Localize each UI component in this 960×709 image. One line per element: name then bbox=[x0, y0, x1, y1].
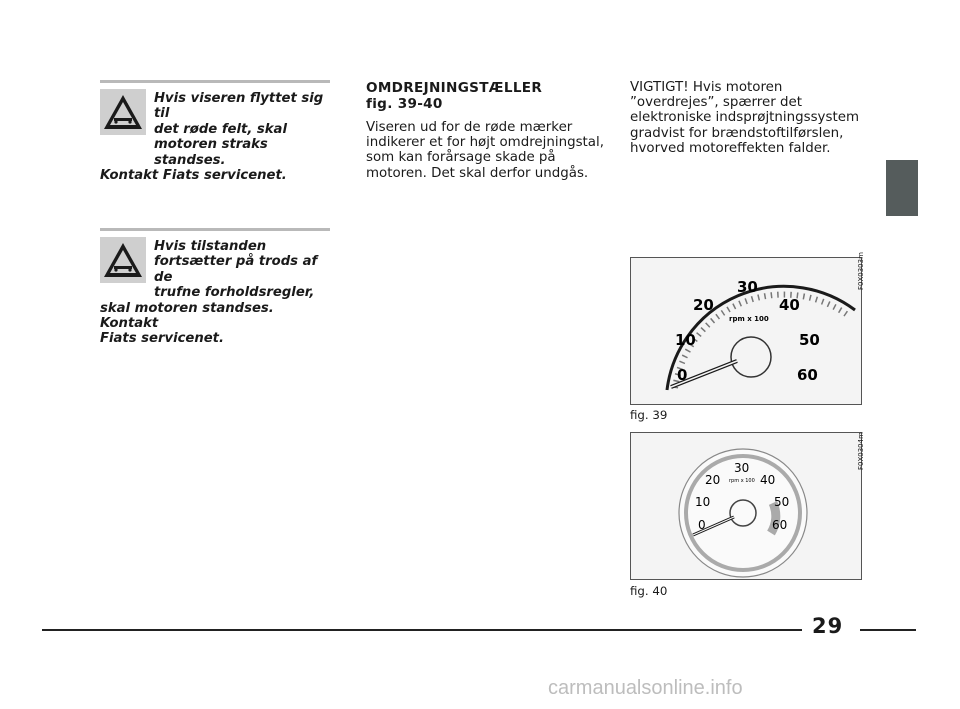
tick-label: 10 bbox=[675, 331, 696, 349]
warning-line: trufne forholdsregler, bbox=[154, 285, 315, 301]
warning-line: det røde felt, skal bbox=[154, 121, 287, 137]
body-line: Viseren ud for de røde mærker bbox=[366, 120, 573, 135]
warning-line: skal motoren standses. Kontakt bbox=[100, 300, 274, 332]
body-line: elektroniske indsprøjtningssystem bbox=[630, 110, 859, 126]
figure-code: F0X0304m bbox=[857, 432, 865, 470]
figure-40-tachometer bbox=[630, 432, 862, 580]
warning-line: Fiats servicenet. bbox=[100, 331, 224, 347]
tick-label: 50 bbox=[799, 331, 820, 349]
warning-box-1 bbox=[100, 80, 330, 183]
warning-line: motoren straks standses. bbox=[154, 137, 268, 168]
warning-triangle-icon bbox=[100, 237, 146, 283]
tick-label: 20 bbox=[693, 296, 714, 314]
figure-code: F0X0303m bbox=[857, 252, 865, 290]
body-line: som kan forårsage skade på bbox=[366, 150, 556, 166]
tick-label: 40 bbox=[779, 296, 800, 314]
body-line: indikerer et for højt omdrejningstal, bbox=[366, 135, 604, 151]
figure-caption: fig. 39 bbox=[630, 408, 668, 422]
tick-label: 10 bbox=[695, 495, 711, 509]
warning-line: Hvis viseren flyttet sig til bbox=[154, 91, 324, 122]
body-line: ”overdrejes”, spærrer det bbox=[630, 95, 802, 111]
body-line: gradvist for brændstoftilførslen, bbox=[630, 125, 844, 141]
body-line: VIGTIGT! Hvis motoren bbox=[630, 80, 783, 95]
warning-line: Hvis tilstanden bbox=[154, 239, 267, 254]
tick-label: 0 bbox=[677, 366, 688, 384]
body-line: motoren. Det skal derfor undgås. bbox=[366, 165, 589, 181]
tick-label: 60 bbox=[797, 366, 818, 384]
tick-label: 30 bbox=[734, 461, 750, 475]
tick-label: 30 bbox=[737, 278, 758, 296]
tick-label: 40 bbox=[760, 473, 776, 487]
warning-box-2 bbox=[100, 228, 330, 347]
section-figref: fig. 39-40 bbox=[366, 96, 443, 112]
tick-label: 50 bbox=[774, 495, 790, 509]
scale-label: rpm x 100 bbox=[729, 478, 755, 484]
figure-39-tachometer bbox=[630, 257, 862, 405]
figure-caption: fig. 40 bbox=[630, 584, 668, 598]
warning-line: Kontakt Fiats servicenet. bbox=[100, 168, 287, 184]
section-tab bbox=[886, 160, 918, 216]
body-line: hvorved motoreffekten falder. bbox=[630, 140, 831, 156]
right-column bbox=[630, 80, 870, 156]
footer-rule-right bbox=[860, 629, 916, 631]
middle-column bbox=[366, 80, 606, 181]
tick-label: 0 bbox=[698, 518, 706, 532]
warning-line: fortsætter på trods af de bbox=[154, 254, 318, 285]
section-heading: OMDREJNINGSTÆLLER bbox=[366, 80, 543, 96]
scale-label: rpm x 100 bbox=[729, 315, 769, 323]
tick-label: 60 bbox=[772, 518, 788, 532]
page-number: 29 bbox=[812, 614, 844, 638]
watermark: carmanualsonline.info bbox=[548, 677, 743, 699]
warning-triangle-icon bbox=[100, 89, 146, 135]
footer-rule-left bbox=[42, 629, 802, 631]
tick-label: 20 bbox=[705, 473, 721, 487]
